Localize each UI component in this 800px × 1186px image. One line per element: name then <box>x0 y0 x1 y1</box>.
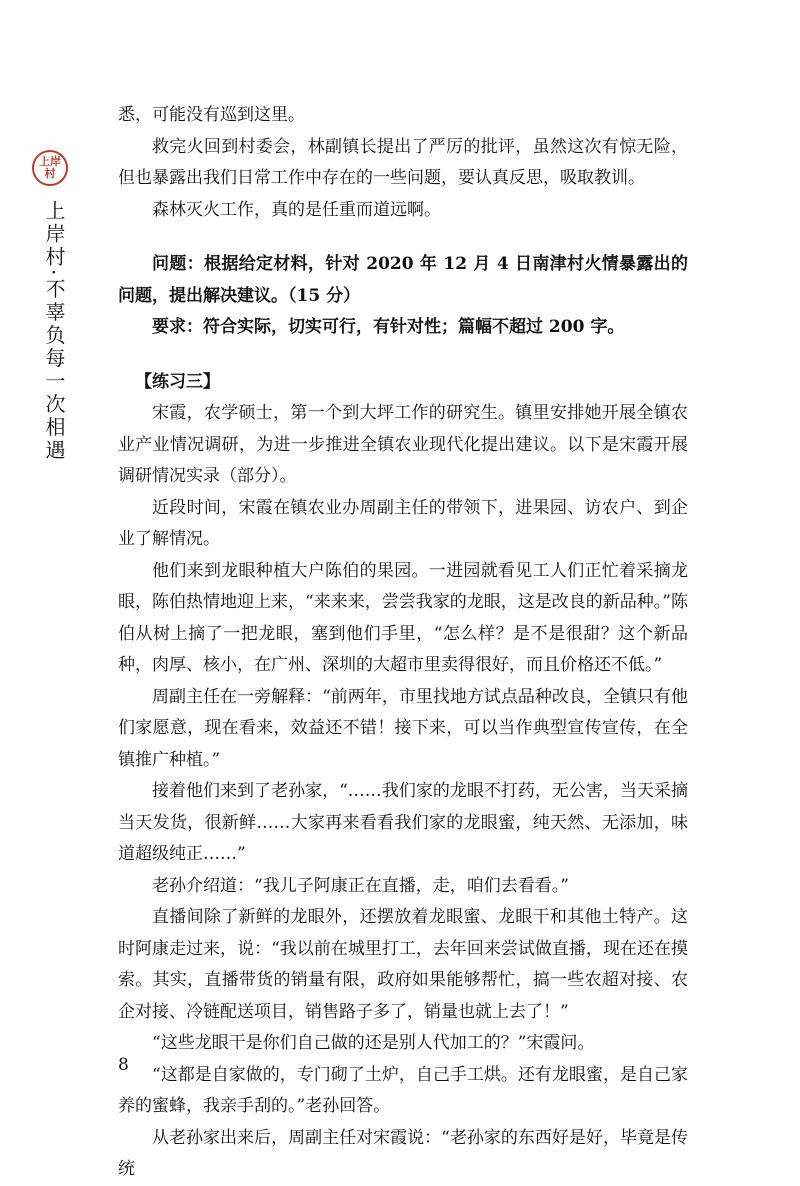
paragraph: 救完火回到村委会，林副镇长提出了严厉的批评，虽然这次有惊无险，但也暴露出我们日常工作中存在的一些问题，要认真反思，吸取教训。 <box>118 136 688 188</box>
paragraph: 接着他们来到了老孙家，“……我们家的龙眼不打药，无公害，当天采摘当天发货，很新鲜……大家再来看看我们家的龙眼蜜，纯天然、无添加，味道超级纯正……” <box>118 781 688 864</box>
paragraph: 宋霞，农学硕士，第一个到大坪工作的研究生。镇里安排她开展全镇农业产业情况调研，为进一步推进全镇农业现代化提出建议。以下是宋霞开展调研情况实录（部分）。 <box>118 403 688 486</box>
paragraph: 森林灭火工作，真的是任重而道远啊。 <box>152 199 441 220</box>
requirement-paragraph: 要求：符合实际，切实可行，有针对性；篇幅不超过 200 字。 <box>152 317 625 337</box>
seal-logo: 上岸村 <box>32 150 68 186</box>
sidebar-branding <box>32 150 72 462</box>
paragraph: 他们来到龙眼种植大户陈伯的果园。一进园就看见工人们正忙着采摘龙眼，陈伯热情地迎上来，“来来来，尝尝我家的龙眼，这是改良的新品种。”陈伯从树上摘了一把龙眼，塞到他们手里，“怎么样？是不是很甜？这个新品种，肉厚、核小，在广州、深圳的大超市里卖得很好，而且价格还不低。” <box>118 560 688 675</box>
paragraph: 周副主任在一旁解释：“前两年，市里找地方试点品种改良，全镇只有他们家愿意，现在看来，效益还不错！接下来，可以当作典型宣传宣传，在全镇推广种植。” <box>118 686 688 770</box>
section-heading: 【练习三】 <box>135 371 220 392</box>
paragraph: 老孙介绍道：“我儿子阿康正在直播，走，咱们去看看。” <box>152 875 569 896</box>
paragraph: 从老孙家出来后，周副主任对宋霞说：“老孙家的东西好是好，毕竟是传统 <box>118 1127 688 1179</box>
paragraph: 近段时间，宋霞在镇农业办周副主任的带领下，进果园、访农户、到企业了解情况。 <box>118 497 688 549</box>
sidebar-slogan: 上岸村·不辜负每一次相遇 <box>42 200 66 463</box>
question-paragraph: 问题：根据给定材料，针对 2020 年 12 月 4 日南津村火情暴露出的问题，提出解决建议。（15 分） <box>118 254 688 306</box>
paragraph: “这些龙眼干是你们自己做的还是别人代加工的？”宋霞问。 <box>152 1033 595 1053</box>
paragraph: 直播间除了新鲜的龙眼外，还摆放着龙眼蜜、龙眼干和其他土特产。这时阿康走过来，说：“我以前在城里打工，去年回来尝试做直播，现在还在摸索。其实，直播带货的销量有限，政府如果能够帮忙，搞一些农超对接、农企对接、冷链配送项目，销售路子多了，销量也就上去了！” <box>118 907 688 1022</box>
page-number: 8 <box>118 1055 129 1075</box>
paragraph: 悉，可能没有巡到这里。 <box>118 105 305 125</box>
page-content <box>118 100 688 1186</box>
paragraph: “这都是自家做的，专门砌了土炉，自己手工烘。还有龙眼蜜，是自己家养的蜜蜂，我亲手刮的。”老孙回答。 <box>118 1064 688 1116</box>
